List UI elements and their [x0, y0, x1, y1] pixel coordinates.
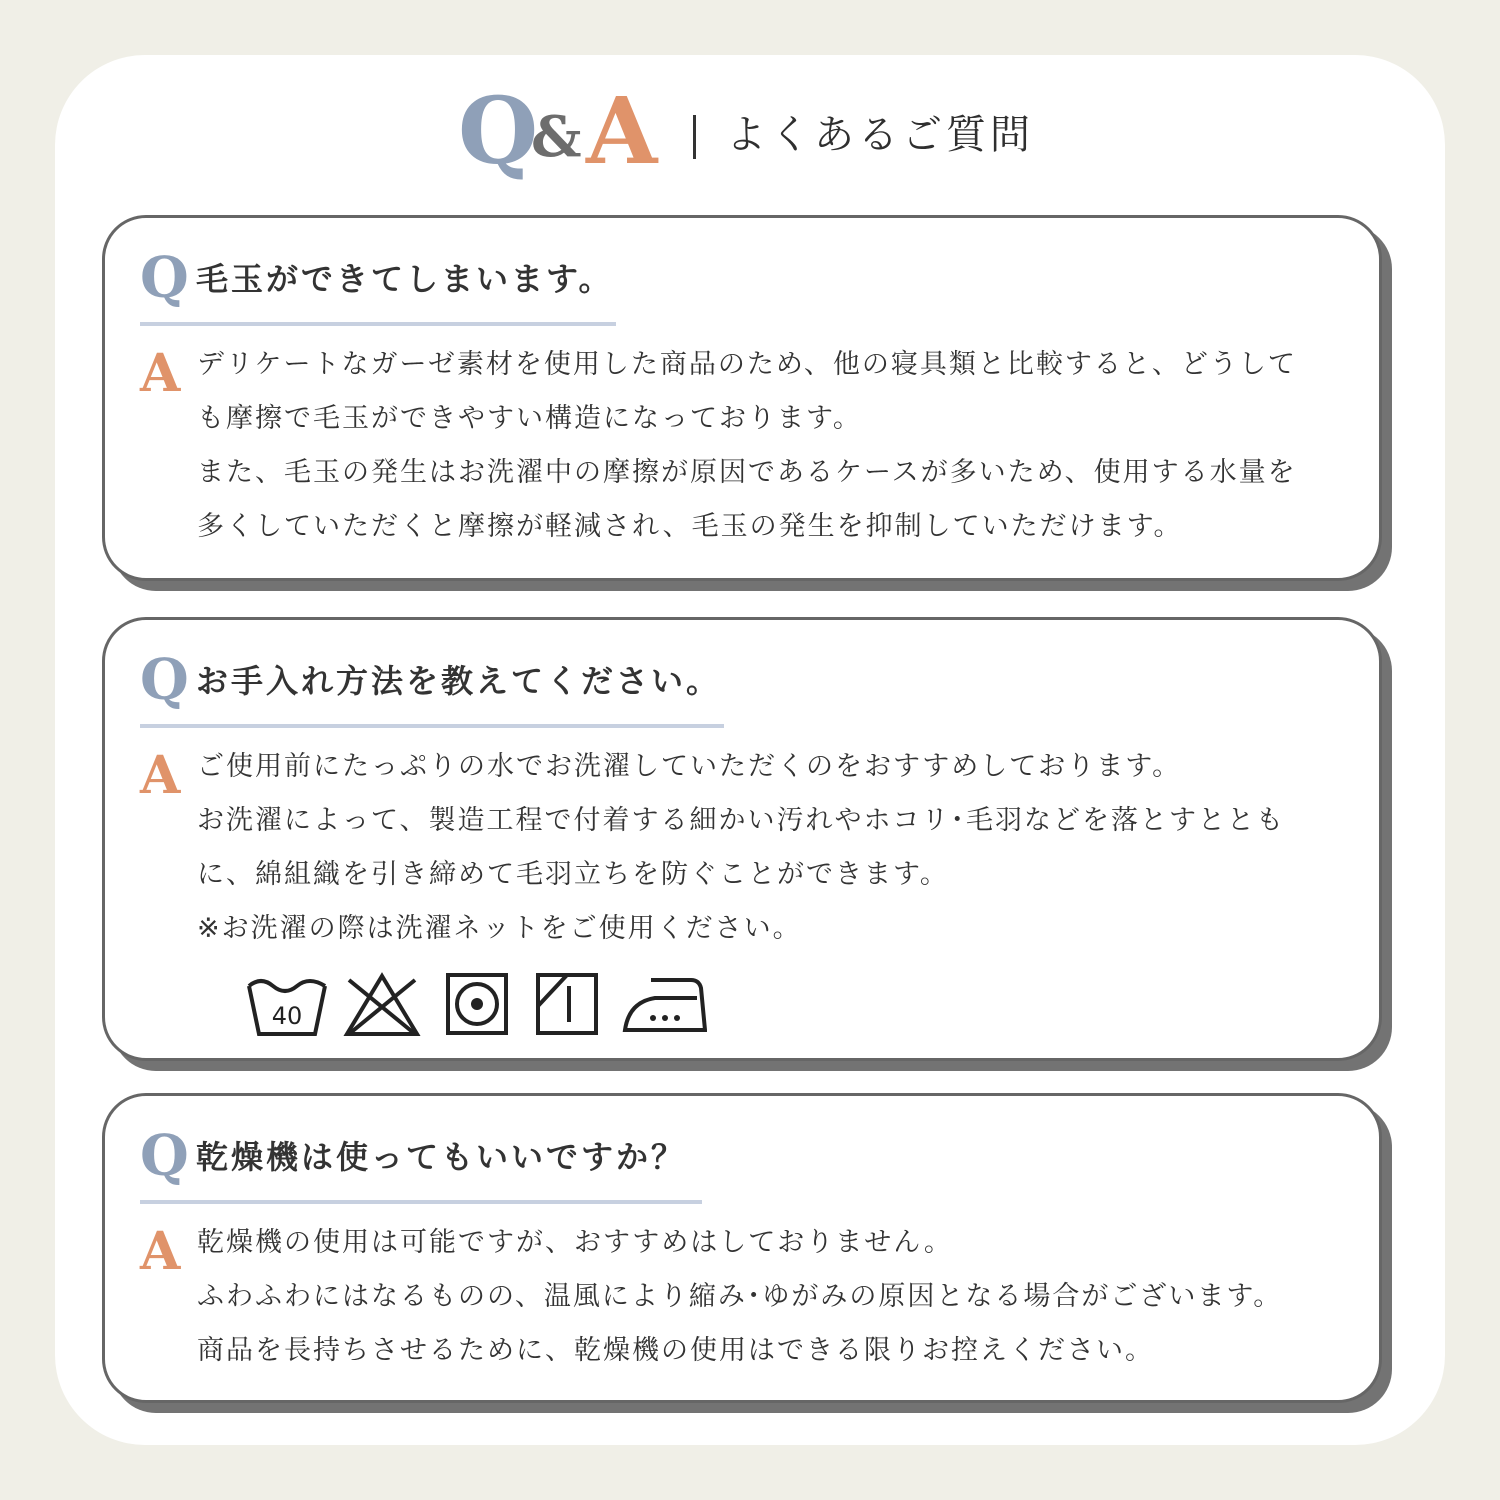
- answer-line: また、毛玉の発生はお洗濯中の摩擦が原因であるケースが多いため、使用する水量を: [197, 457, 1297, 488]
- answer-text: [197, 338, 1367, 554]
- tumble-dry-icon: [445, 972, 509, 1036]
- answer-line: 多くしていただくと摩擦が軽減され、毛玉の発生を抑制していただけます。: [197, 511, 1183, 542]
- answer-line: デリケートなガーゼ素材を使用した商品のため、他の寝具類と比較すると、どうして: [197, 349, 1297, 380]
- answer-text: [197, 1216, 1367, 1378]
- logo-q-letter: Q: [458, 77, 539, 185]
- q-mark: Q: [140, 647, 189, 713]
- answer-line: 商品を長持ちさせるために、乾燥機の使用はできる限りお控えください。: [197, 1335, 1154, 1366]
- faq-card-care: [102, 617, 1382, 1061]
- answer-line: お洗濯によって、製造工程で付着する細かい汚れやホコリ･毛羽などを落とすととも: [197, 805, 1285, 836]
- q-mark: Q: [140, 1123, 189, 1189]
- no-bleach-icon: [343, 972, 421, 1038]
- question-underline: [140, 724, 724, 728]
- q-mark: Q: [140, 245, 189, 311]
- answer-line: も摩擦で毛玉ができやすい構造になっております。: [197, 403, 862, 434]
- answer-line: ふわふわにはなるものの、温風により縮み･ゆがみの原因となる場合がございます。: [197, 1281, 1283, 1312]
- question-underline: [140, 1200, 702, 1204]
- a-mark: A: [140, 1221, 181, 1282]
- answer-line: に、綿組織を引き締めて毛羽立ちを防ぐことができます。: [197, 859, 949, 890]
- answer-text: [197, 740, 1367, 956]
- a-mark: A: [140, 745, 181, 806]
- logo-a-letter: A: [586, 77, 658, 185]
- question-text: 毛玉ができてしまいます。: [196, 260, 614, 298]
- iron-high-icon: [621, 972, 707, 1034]
- page-header: [0, 77, 1500, 185]
- header-divider: [693, 115, 696, 159]
- question-text: 乾燥機は使ってもいいですか？: [196, 1138, 687, 1176]
- line-dry-icon: [535, 972, 599, 1036]
- question-text: お手入れ方法を教えてください。: [196, 662, 722, 700]
- answer-line: 乾燥機の使用は可能ですが、おすすめはしておりません。: [197, 1227, 953, 1258]
- a-mark: A: [140, 343, 181, 404]
- page-title: よくあるご質問: [726, 112, 1034, 158]
- washtub-40-icon: [245, 972, 329, 1038]
- wash-temperature: 40: [271, 1002, 303, 1030]
- answer-line: ※お洗濯の際は洗濯ネットをご使用ください。: [197, 913, 802, 944]
- faq-card-dryer: [102, 1093, 1382, 1403]
- question-underline: [140, 322, 616, 326]
- answer-line: ご使用前にたっぷりの水でお洗濯していただくのをおすすめしております。: [197, 751, 1182, 782]
- faq-card-pilling: [102, 215, 1382, 581]
- logo-ampersand: &: [531, 104, 582, 170]
